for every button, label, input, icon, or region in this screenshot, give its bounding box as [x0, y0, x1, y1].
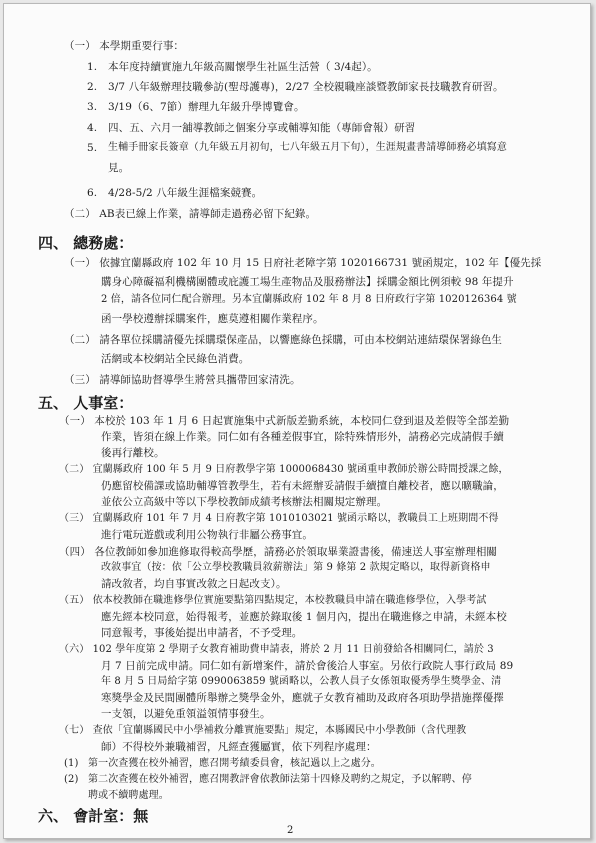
personnel-paragraph-line: 月 7 日前完成申請。同仁如有新增案件，請於會後洽人事室。另依行政院人事行政局 89: [101, 660, 514, 672]
schedule-heading: （一） 本學期重要行事：: [64, 40, 185, 52]
personnel-paragraph-line: （三） 宜蘭縣政府 101 年 7 月 4 日府教字第 1010103021 號函示略以，教職員工上班期間不得: [59, 513, 499, 524]
general-affairs-paragraph-line: （一） 依據宜蘭縣政府 102 年 10 月 15 日府社老障字第 1020166731 號函規定，102 年【優先採: [64, 257, 542, 269]
section-title-accounting: 六、 會計室：無: [38, 807, 149, 825]
personnel-paragraph-line: 應先經本校同意，始得報考，並應於錄取後 1 個月內，提出在職進修之申請，未經本校: [101, 611, 507, 623]
personnel-paragraph-line: 並依公立高級中等以下學校教師成績考核辦法相關規定辦理。: [101, 496, 388, 508]
general-affairs-paragraph-line: （三） 請導師協助督導學生將營具攜帶回家清洗。: [64, 374, 301, 386]
sub-item: 第一次查獲在校外補習，應召開考績委員會，核記過以上之處分。: [88, 758, 381, 769]
personnel-paragraph-line: 同意報考，事後始提出申請者，不予受理。: [101, 627, 303, 639]
sub-item-number: (2): [64, 774, 79, 785]
schedule-item-number: 5.: [87, 142, 98, 154]
personnel-paragraph-line: （六） 102 學年度第 2 學期子女教育補助費申請表，將於 2 月 11 日前發給各相關同仁，請於 3: [59, 644, 494, 655]
schedule-item-number: 2.: [87, 81, 98, 93]
personnel-paragraph-line: （二） 宜蘭縣政府 100 年 5 月 9 日府教學字第 1000068430 號函重申教師於辦公時間授課之餘，: [59, 464, 509, 475]
schedule-item-number: 6.: [87, 187, 98, 199]
general-affairs-paragraph-line: 購身心障礙福利機構團體或庇護工場生產物品及服務辦法】採購金額比例須較 98 年提升: [101, 276, 514, 288]
schedule-item-number: 1.: [87, 61, 98, 73]
schedule-item-continued: 見。: [108, 162, 130, 174]
personnel-paragraph-line: （五） 依本校教師在職進修學位實施要點第四點規定，本校教職員申請在職進修學位，入學考試: [59, 595, 487, 606]
schedule-item-number: 3.: [87, 101, 98, 113]
general-affairs-paragraph-line: 活網或本校網站全民綠色消費。: [101, 353, 250, 365]
schedule-item: 四、五、六月一舖導教師之個案分享或輔導知能（專師會報）研習: [108, 122, 416, 134]
section-title-personnel: 五、 人事室：: [38, 394, 134, 412]
general-affairs-paragraph-line: 函一學校遵辦採購案件，應莫遵相關作業程序。: [101, 313, 324, 325]
personnel-paragraph-line: 作業，皆須在線上作業。同仁如有各種差假事宜，除特殊情形外，請務必完成請假手續: [101, 431, 504, 443]
personnel-paragraph-line: 改敘事宜（按：依「公立學校教職員敘薪辦法」第 9 條第 2 款規定略以，取得新資格申: [101, 562, 491, 573]
document-page: [3, 3, 591, 839]
personnel-paragraph-line: （七） 查依「宜蘭縣國民中小學補救分離實施要點」規定，本縣國民中小學教師（含代理教: [59, 725, 467, 736]
personnel-paragraph-line: 後再行離校。: [101, 447, 165, 459]
personnel-paragraph-line: 一支領，以避免重領溢領情事發生。: [101, 708, 271, 720]
personnel-paragraph-line: （四） 各位教師如參加進修取得較高學歷，請務必於領取畢業證書後，備速送人事室辦理相關: [59, 546, 498, 558]
personnel-paragraph-line: 年 8 月 5 日局給字第 0990063859 號函略以，公教人員子女係領取優秀學生獎學金、清: [101, 676, 502, 687]
schedule-item: 本年度持續實施九年級高關懷學生社區生活營（ 3/4起）。: [108, 61, 378, 73]
section-title-general-affairs: 四、 總務處：: [38, 234, 134, 252]
schedule-item-number: 4.: [87, 122, 98, 134]
schedule-item: 4/28-5/2 八年級生涯檔案競賽。: [108, 187, 263, 199]
personnel-paragraph-line: 師）不得校外兼職補習，凡經查獲屬實，依下列程序處理：: [101, 741, 377, 753]
personnel-paragraph-line: 仍應留校備課或協助輔導管教學生，若有未經辦妥請假手續擅自離校者，應以曠職論，: [101, 480, 504, 492]
personnel-paragraph-line: 進行電玩遊戲或利用公物執行非屬公務事宜。: [101, 529, 313, 541]
sub-item-number: (1): [64, 758, 79, 769]
sub-item: 第二次查獲在校外補習，應召開教評會依教師法第十四條及聘約之規定，予以解聘、停: [88, 774, 472, 785]
ab-form-notice: （二） AB表已線上作業，請導師走過務必留下紀錄。: [64, 208, 317, 220]
personnel-paragraph-line: 請改敘者，均自事實改敘之日起改支）。: [101, 578, 287, 590]
general-affairs-paragraph-line: 2 倍，請各位同仁配合辦理。另本宜蘭縣政府 102 年 8 月 8 日府政行字第 1020126364 號: [101, 294, 517, 305]
sub-item-continued: 聘或不續聘處理。: [88, 790, 169, 801]
schedule-item: 生輔手冊家長簽章（九年級五月初旬，七八年級五月下旬），生涯規畫書請導師務必填寫意: [108, 142, 507, 153]
schedule-item: 3/19（6、7節）辦理九年級升學博覽會。: [108, 101, 305, 113]
personnel-paragraph-line: 寒獎學金及民間團體所舉辦之獎學金外，應就子女教育補助及政府各項助學措施擇優擇: [101, 692, 504, 704]
general-affairs-paragraph-line: （二） 請各單位採購請優先採購環保產品，以響應綠色採購，可由本校網站連結環保署綠色生: [64, 334, 503, 346]
page-number: 2: [287, 825, 294, 836]
schedule-item: 3/7 八年級辦理技職參訪(聖母護專)，2/27 全校親職座談暨教師家長技職教育研習。: [108, 81, 504, 93]
personnel-paragraph-line: （一） 本校於 103 年 1 月 6 日起實施集中式新版差勤系統，本校同仁登到退及差假等全部差勤: [59, 415, 510, 427]
